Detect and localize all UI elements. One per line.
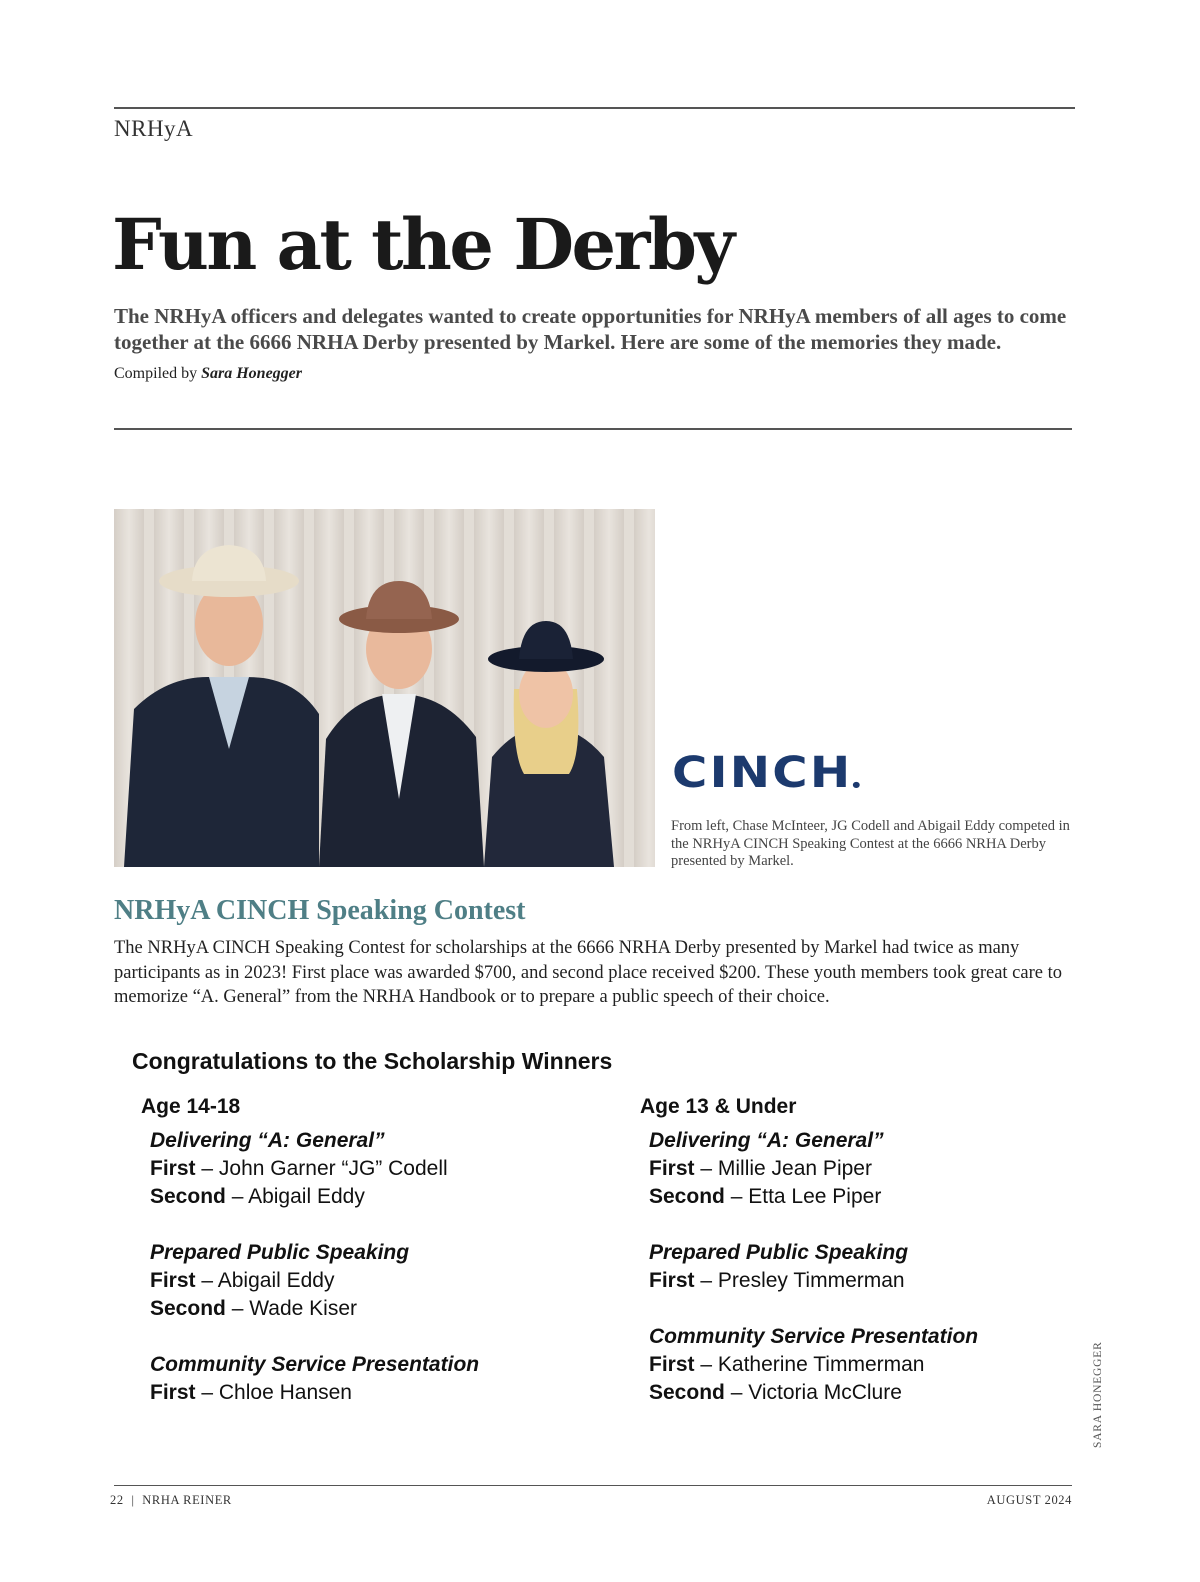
- footer-rule: [114, 1485, 1072, 1486]
- winner-entry: Second – Abigail Eddy: [150, 1185, 365, 1208]
- age-heading: Age 14-18: [141, 1095, 241, 1118]
- winner-entry: First – Chloe Hansen: [150, 1381, 352, 1404]
- winners-column-14-18: [141, 1095, 611, 1435]
- category-group: [150, 1127, 611, 1211]
- category-group: [649, 1323, 1080, 1407]
- byline-author: Sara Honegger: [201, 365, 303, 382]
- winners-heading: Congratulations to the Scholarship Winners: [132, 1048, 613, 1074]
- issue-date: AUGUST 2024: [986, 1493, 1072, 1507]
- winner-entry: Second – Etta Lee Piper: [649, 1185, 882, 1208]
- publication-name: NRHA REINER: [142, 1493, 232, 1507]
- winner-entry: First – Abigail Eddy: [150, 1269, 335, 1292]
- footer-separator: |: [131, 1493, 135, 1507]
- contest-heading: NRHyA CINCH Speaking Contest: [114, 895, 526, 926]
- category-group: [150, 1351, 611, 1407]
- winner-entry: First – Katherine Timmerman: [649, 1353, 925, 1376]
- photo-caption: From left, Chase McInteer, JG Codell and Abigail Eddy competed in the NRHyA CINCH Speaking Contest at the 6666 NRHA Derby presented by Markel.: [671, 818, 1070, 869]
- footer-left: [110, 1493, 232, 1508]
- byline-prefix: Compiled by: [114, 365, 198, 382]
- article-dek: The NRHyA officers and delegates wanted to create opportunities for NRHyA members of all ages to come together at the 6666 NRHA Derby presented by Markel. Here are some of the memories they made.: [114, 304, 1067, 354]
- contest-photo: [114, 509, 655, 867]
- category-title: Prepared Public Speaking: [150, 1241, 410, 1264]
- category-group: [649, 1239, 1080, 1295]
- category-title: Community Service Presentation: [150, 1353, 480, 1376]
- winners-column-13-under: [640, 1095, 1080, 1435]
- cinch-logo: [672, 748, 860, 798]
- age-heading: Age 13 & Under: [640, 1095, 797, 1118]
- cinch-logo-text: CINCH: [672, 748, 853, 798]
- winner-entry: Second – Wade Kiser: [150, 1297, 357, 1320]
- winner-entry: First – Presley Timmerman: [649, 1269, 905, 1292]
- photo-illustration: [114, 509, 655, 867]
- winner-entry: Second – Victoria McClure: [649, 1381, 902, 1404]
- category-title: Delivering “A: General”: [150, 1129, 385, 1152]
- category-title: Prepared Public Speaking: [649, 1241, 909, 1264]
- category-group: [649, 1127, 1080, 1211]
- photo-credit: [1092, 1341, 1120, 1448]
- byline: [114, 365, 302, 383]
- category-title: Community Service Presentation: [649, 1325, 979, 1348]
- section-label: NRHyA: [114, 116, 194, 141]
- winner-entry: First – John Garner “JG” Codell: [150, 1157, 448, 1180]
- category-title: Delivering “A: General”: [649, 1129, 884, 1152]
- photo-credit-text: SARA HONEGGER: [1092, 1341, 1104, 1448]
- article-title: Fun at the Derby: [112, 203, 733, 286]
- category-group: [150, 1239, 611, 1323]
- winner-entry: First – Millie Jean Piper: [649, 1157, 872, 1180]
- contest-body: The NRHyA CINCH Speaking Contest for scholarships at the 6666 NRHA Derby presented by Markel had twice as many participants as in 2023! First place was awarded $700, and second place received $200. These youth members took great care to memorize “A. General” from the NRHA Handbook or to prepare a public speech of their choice.: [114, 938, 1062, 1007]
- page-number: 22: [110, 1493, 124, 1507]
- top-rule: [114, 107, 1075, 109]
- divider-rule: [114, 428, 1072, 430]
- registered-mark: ●: [852, 780, 861, 789]
